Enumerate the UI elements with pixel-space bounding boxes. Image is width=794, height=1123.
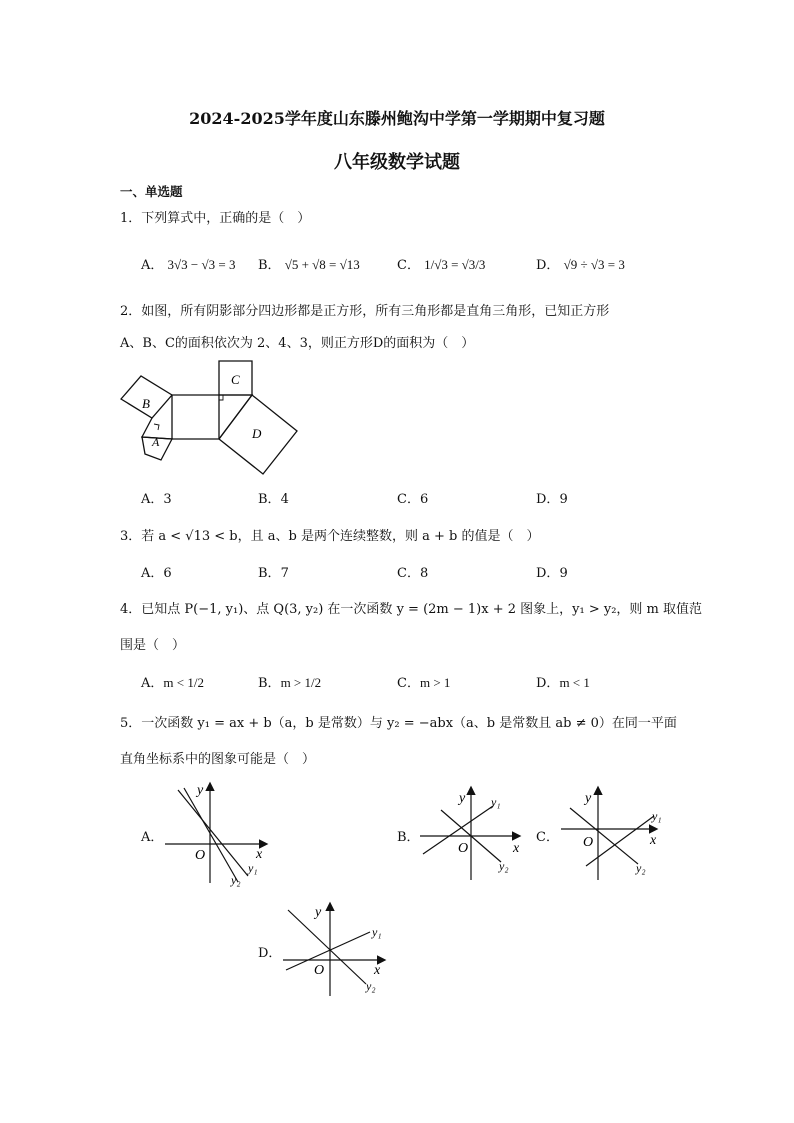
option-letter: B．: [258, 676, 281, 691]
graph-b: [415, 784, 530, 884]
option-value: 9: [559, 492, 568, 507]
label-b: B: [142, 396, 150, 411]
y2-label: y₂: [636, 861, 646, 875]
q4-option-a: [141, 672, 204, 691]
line-y2: [184, 788, 238, 882]
question-3-stem: 3．若 a < √13 < b，且 a、b 是两个连续整数，则 a + b 的值是（ ）: [120, 529, 540, 544]
y2-label: y₂: [366, 979, 376, 993]
origin-label: O: [314, 963, 325, 978]
option-letter: C．: [397, 492, 420, 507]
option-letter: A．: [141, 566, 164, 581]
x-label: x: [256, 847, 263, 862]
q4-option-b: [258, 672, 321, 691]
y2-label: y₂: [499, 859, 509, 873]
option-letter: C．: [397, 676, 420, 691]
label-a: A: [152, 435, 160, 449]
page-title: 2024-2025学年度山东滕州鲍沟中学第一学期期中复习题: [189, 109, 605, 128]
squares-figure: [115, 356, 305, 480]
y1-label: y₁: [491, 795, 501, 809]
option-value: 6: [419, 492, 429, 507]
x-label: x: [374, 963, 381, 978]
x-label: x: [513, 841, 520, 856]
label-d: D: [252, 426, 262, 441]
q5-option-b-letter: B．: [397, 830, 420, 845]
question-5-stem-line2: 直角坐标系中的图象可能是（ ）: [120, 752, 316, 767]
option-expression: √9 ÷ √3 = 3: [563, 257, 625, 272]
option-value: 6: [163, 566, 172, 581]
option-expression: √5 + √8 = √13: [284, 257, 360, 272]
option-value: 9: [559, 566, 568, 581]
section-heading: 一、单选题: [120, 184, 183, 199]
line-y2: [288, 910, 366, 984]
q2-option-d: [536, 488, 568, 507]
option-letter: D．: [536, 258, 560, 273]
page-subtitle: 八年级数学试题: [334, 152, 460, 173]
q4-option-d: [536, 672, 590, 691]
option-letter: A．: [141, 492, 164, 507]
question-1-stem: 1．下列算式中，正确的是（ ）: [120, 211, 311, 226]
option-expression: m < 1/2: [163, 675, 204, 690]
y-label: y: [585, 791, 592, 806]
q3-option-b: [258, 562, 289, 581]
option-expression: 3√3 − √3 = 3: [167, 257, 236, 272]
option-letter: B．: [258, 492, 281, 507]
question-4-stem-line2: 围是（ ）: [120, 638, 186, 653]
option-value: 8: [419, 566, 429, 581]
question-5-stem-line1: 5．一次函数 y₁ = ax + b（a，b 是常数）与 y₂ = −abx（a、b 是常数且 ab ≠ 0）在同一平面: [120, 716, 677, 731]
option-letter: A．: [141, 676, 164, 691]
y-label: y: [459, 791, 466, 806]
option-value: 4: [280, 492, 289, 507]
option-value: 3: [163, 492, 172, 507]
q5-option-a-letter: A．: [141, 830, 164, 845]
q3-option-a: [141, 562, 172, 581]
option-letter: D．: [536, 566, 560, 581]
line-y1: [178, 790, 248, 876]
origin-label: O: [195, 848, 206, 863]
q2-option-b: [258, 488, 289, 507]
option-expression: m > 1: [419, 675, 451, 690]
option-expression: m > 1/2: [280, 675, 322, 690]
y-label: y: [197, 783, 204, 798]
triangle-edge: [219, 395, 252, 439]
option-letter: B．: [258, 566, 281, 581]
y1-label: y₁: [652, 809, 662, 823]
q2-option-c: [397, 488, 428, 507]
q2-option-a: [141, 488, 172, 507]
option-letter: C．: [397, 258, 420, 273]
option-letter: B．: [258, 258, 281, 273]
right-angle-mark: [154, 424, 159, 430]
question-4-stem-line1: 4．已知点 P(−1, y₁)、点 Q(3, y₂) 在一次函数 y = (2m − 1)x + 2 图象上，y₁ > y₂，则 m 取值范: [120, 602, 702, 617]
q5-option-d-letter: D．: [258, 946, 282, 961]
graph-a: [160, 780, 275, 890]
option-letter: D．: [536, 492, 560, 507]
q1-option-c: [397, 254, 485, 273]
q3-option-c: [397, 562, 428, 581]
q1-option-d: [536, 254, 625, 273]
question-2-stem-line2: A、B、C的面积依次为 2、4、3，则正方形D的面积为（ ）: [120, 336, 475, 351]
q4-option-c: [397, 672, 450, 691]
option-letter: A．: [141, 258, 164, 273]
q3-option-d: [536, 562, 568, 581]
option-letter: C．: [397, 566, 420, 581]
question-2-stem-line1: 2．如图，所有阴影部分四边形都是正方形，所有三角形都是直角三角形，已知正方形: [120, 304, 610, 319]
option-value: 7: [280, 566, 289, 581]
line-y1: [586, 816, 654, 866]
q5-option-c-letter: C．: [536, 830, 559, 845]
center-rectangle: [172, 395, 219, 439]
y2-label: y₂: [231, 873, 241, 887]
q1-option-b: [258, 254, 360, 273]
label-c: C: [231, 372, 240, 387]
y-label: y: [315, 905, 322, 920]
option-letter: D．: [536, 676, 560, 691]
q1-option-a: [141, 254, 235, 273]
option-expression: m < 1: [559, 675, 590, 690]
graph-c: [556, 784, 671, 884]
origin-label: O: [583, 835, 594, 850]
x-label: x: [650, 833, 657, 848]
graph-d: [278, 900, 393, 1000]
origin-label: O: [458, 841, 469, 856]
y1-label: y₁: [248, 861, 258, 875]
option-expression: 1/√3 = √3/3: [424, 257, 486, 272]
line-y1: [286, 932, 370, 970]
y1-label: y₁: [372, 925, 382, 939]
